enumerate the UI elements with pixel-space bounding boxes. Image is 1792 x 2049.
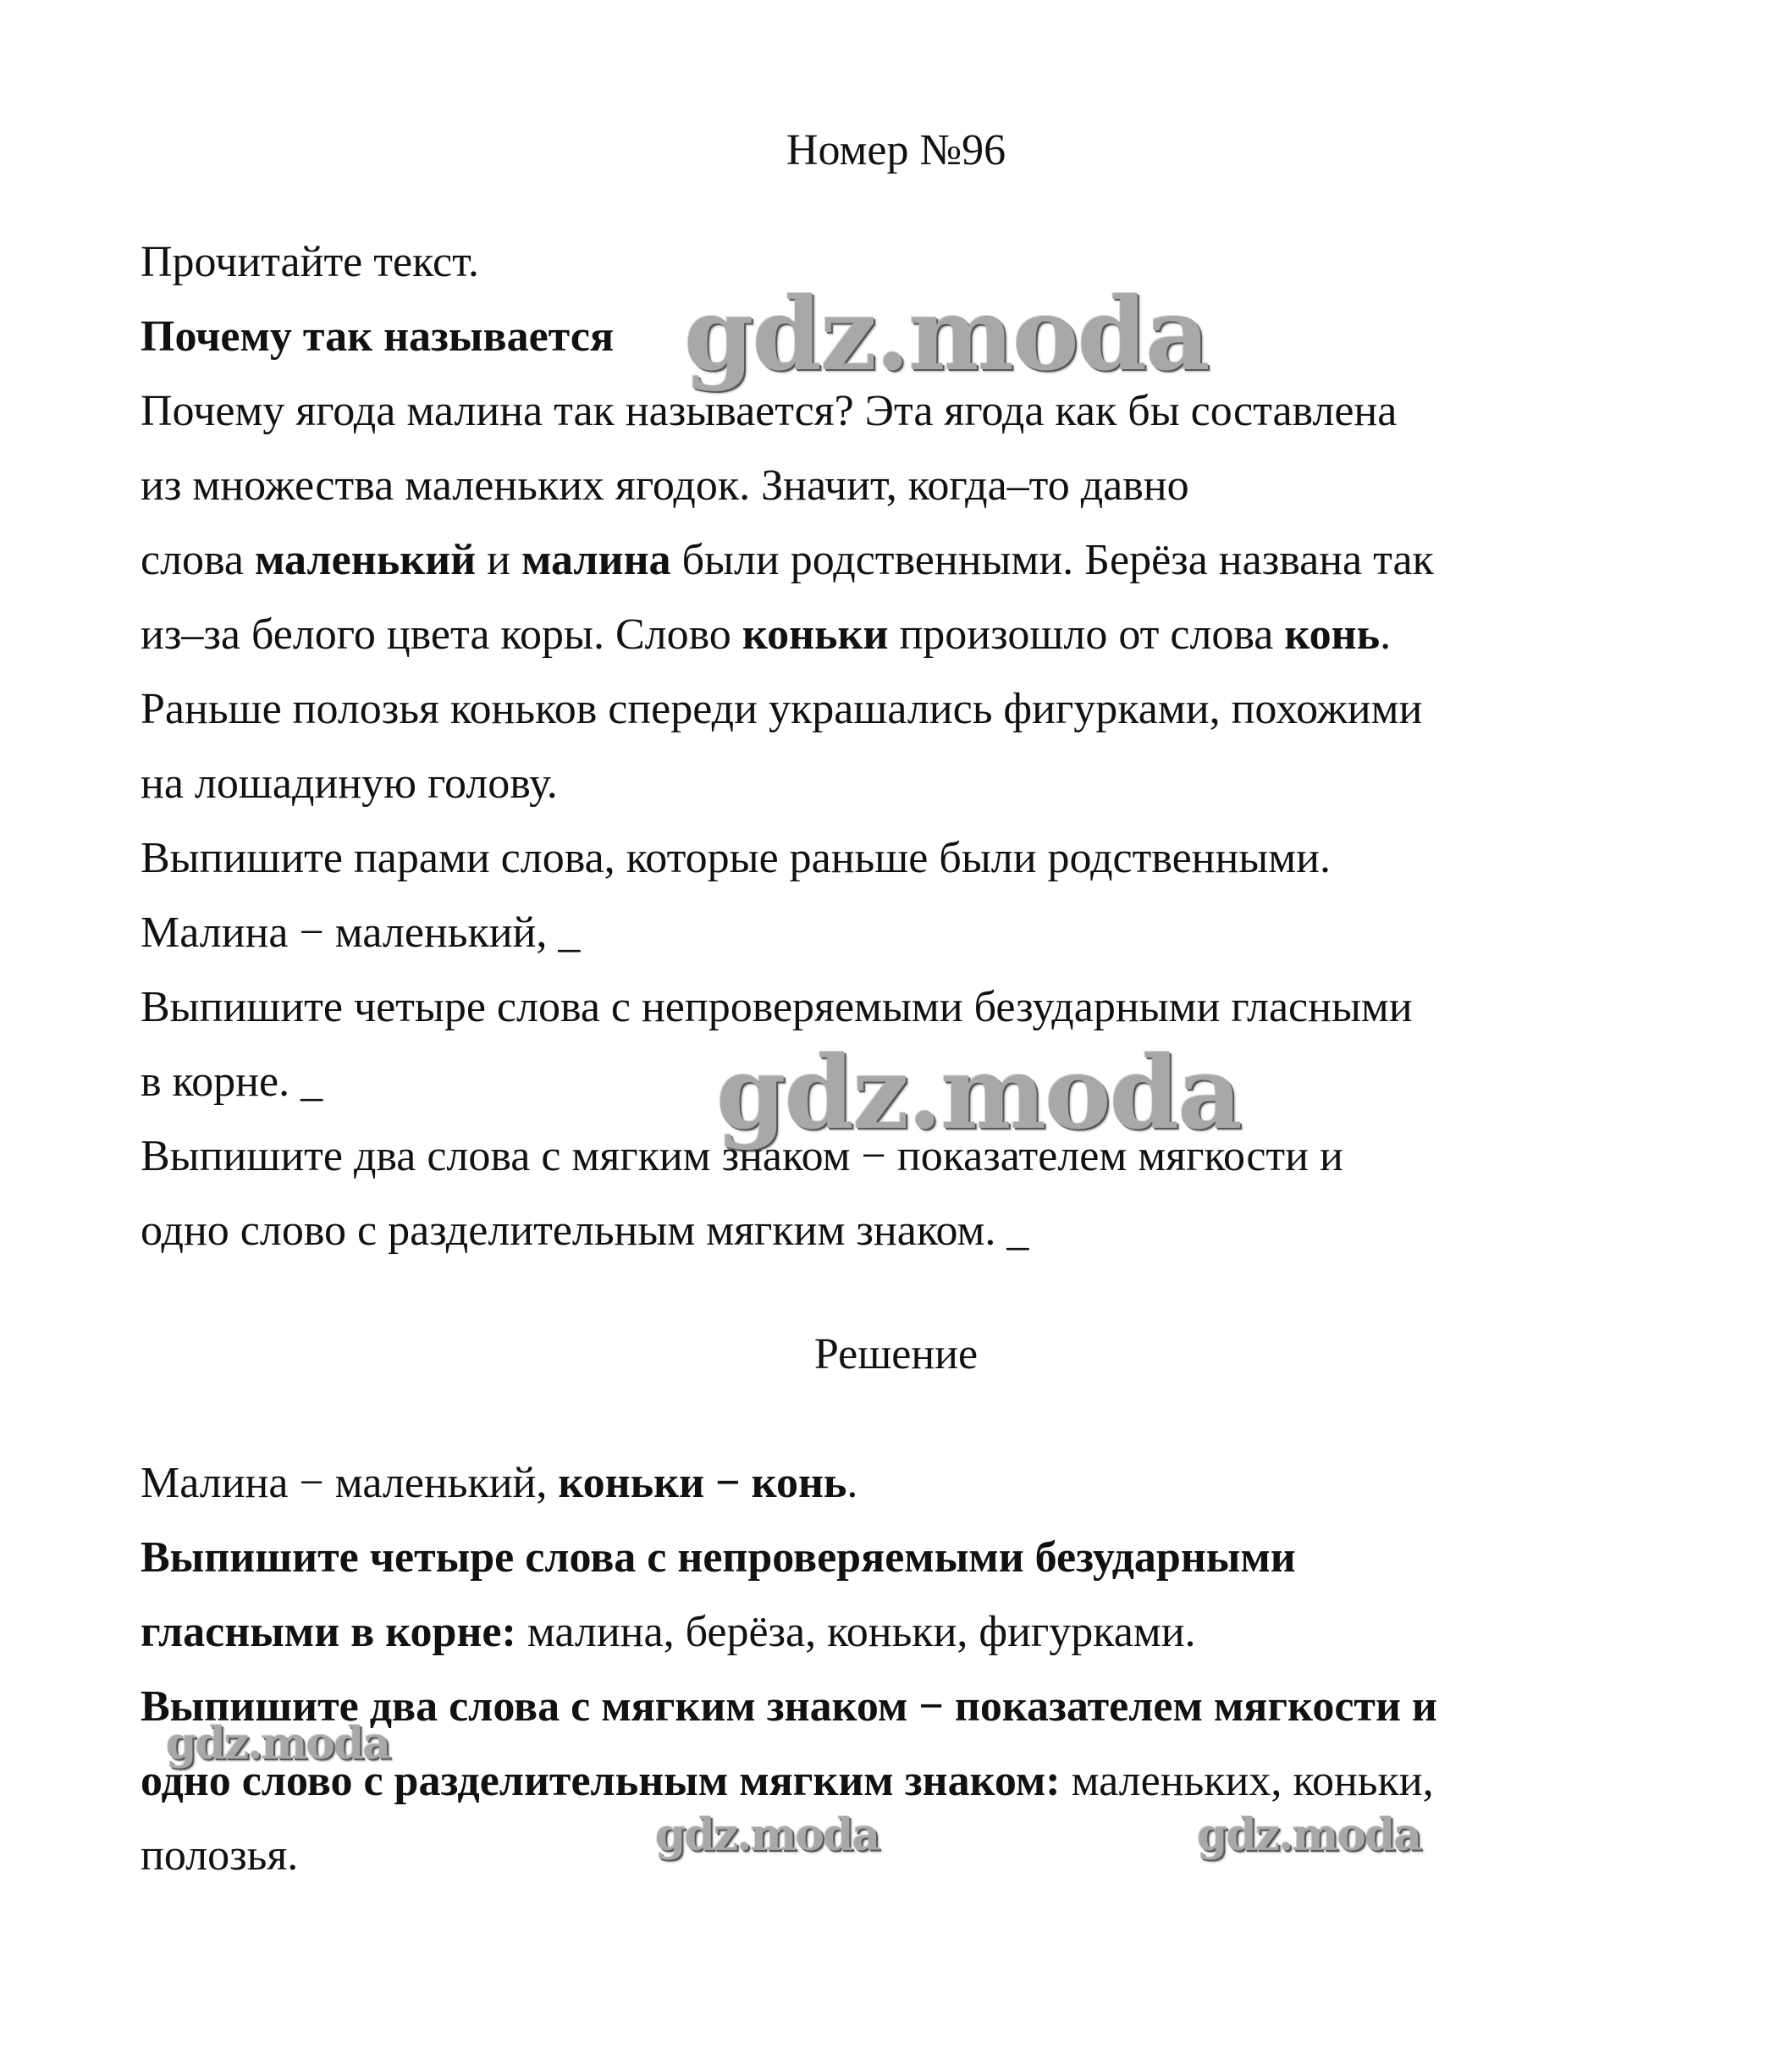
- question-1-blank: Малина − маленький, _: [141, 909, 581, 957]
- watermark-logo: gdz.moda: [684, 275, 1209, 393]
- text-title: [141, 312, 614, 362]
- text-fragment: из–за белого цвета коры. Слово: [141, 610, 742, 659]
- word-kon: конь: [1284, 610, 1381, 659]
- watermark-logo: gdz.moda: [716, 1034, 1241, 1152]
- text-line-5: Раньше полозья коньков спереди украшались фигурками, похожими: [141, 685, 1423, 733]
- text-fragment: произошло от слова: [888, 610, 1285, 659]
- question-3-line-2: одно слово с разделительным мягким знаком. _: [141, 1207, 1029, 1255]
- text-line-4: [141, 610, 1391, 660]
- question-2-line-2: в корне. _: [141, 1058, 323, 1106]
- answer-1: [141, 1458, 857, 1509]
- word-malina: малина: [521, 536, 671, 584]
- answer-3-line-3: полозья.: [141, 1831, 299, 1880]
- watermark-logo: gdz.moda: [655, 1809, 879, 1861]
- text-line-2: из множества маленьких ягодок. Значит, когда–то давно: [141, 461, 1189, 510]
- text-fragment: и: [476, 536, 521, 584]
- watermark-logo: gdz.moda: [1197, 1809, 1421, 1861]
- text-fragment: были родственными. Берёза названа так: [670, 536, 1434, 584]
- text-fragment: .: [1380, 610, 1392, 659]
- question-1: Выпишите парами слова, которые раньше были родственными.: [141, 834, 1331, 882]
- answer-3-words: маленьких, коньки,: [1060, 1757, 1434, 1805]
- word-konki: коньки: [742, 610, 889, 659]
- answer-2-question: Выпишите четыре слова с непроверяемыми безударными: [141, 1533, 1296, 1582]
- text-title-label: Почему так называется: [141, 312, 615, 361]
- answer-2-words: малина, берёза, коньки, фигурками.: [516, 1608, 1196, 1656]
- task-intro: Прочитайте текст.: [141, 238, 479, 286]
- watermark-logo: gdz.moda: [166, 1718, 390, 1770]
- answer-2-question-end: гласными в корне:: [141, 1608, 516, 1656]
- question-2-line-1: Выпишите четыре слова с непроверяемыми безударными гласными: [141, 983, 1413, 1031]
- answer-1-end: .: [846, 1459, 858, 1507]
- question-3-line-1: Выпишите два слова с мягким знаком − показателем мягкости и: [141, 1132, 1343, 1180]
- answer-3-question: Выпишите два слова с мягким знаком − показателем мягкости и: [141, 1682, 1437, 1731]
- solution-heading: Решение: [813, 1330, 979, 1378]
- text-line-6: на лошадиную голову.: [141, 759, 558, 808]
- answer-2-line-1: [141, 1533, 1296, 1583]
- answer-1-pair: коньки − конь: [558, 1459, 847, 1507]
- answer-2-line-2: [141, 1607, 1196, 1658]
- text-line-3: [141, 535, 1434, 586]
- word-malenkiy: маленький: [254, 536, 477, 584]
- text-line-1: Почему ягода малина так называется? Эта ягода как бы составлена: [141, 387, 1398, 435]
- answer-1-text: Малина − маленький,: [141, 1459, 559, 1507]
- answer-3-question-end: одно слово с разделительным мягким знаком:: [141, 1757, 1061, 1805]
- text-fragment: слова: [141, 536, 255, 584]
- page-title: Номер №96: [786, 126, 1006, 174]
